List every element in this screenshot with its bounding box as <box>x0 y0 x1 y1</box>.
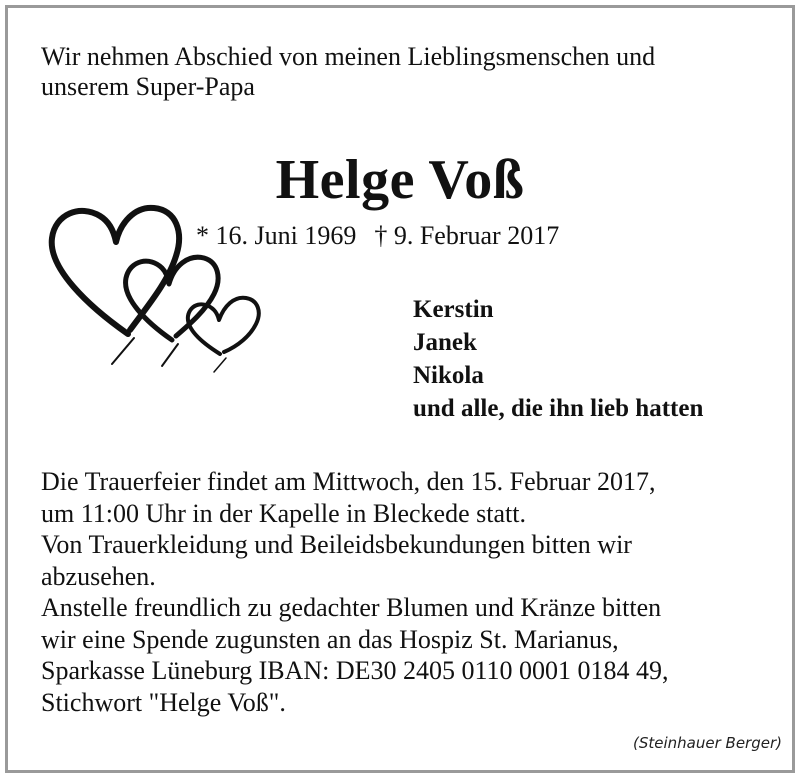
intro-text <box>41 42 761 102</box>
mourner-name: und alle, die ihn lieb hatten <box>413 395 704 422</box>
details-line: Die Trauerfeier findet am Mittwoch, den 15. Februar 2017, <box>41 467 656 496</box>
details-line: wir eine Spende zugunsten an das Hospiz St. Marianus, <box>41 624 619 654</box>
details-line: um 11:00 Uhr in der Kapelle in Bleckede statt. <box>41 498 526 528</box>
mourner-name: Nikola <box>413 362 484 389</box>
details-line: Von Trauerkleidung und Beileidsbekundungen bitten wir <box>41 530 632 559</box>
mourner-name: Janek <box>413 329 477 356</box>
birth-date: * 16. Juni 1969 <box>196 221 357 250</box>
mourners-list <box>413 293 703 425</box>
mourner-name: Kerstin <box>413 296 494 323</box>
death-date: † 9. Februar 2017 <box>374 221 560 250</box>
stonemason-signature: (Steinhauer Berger) <box>633 734 782 752</box>
funeral-details <box>41 466 761 718</box>
details-line: Stichwort "Helge Voß". <box>41 687 286 717</box>
details-line: Anstelle freundlich zu gedachter Blumen und Kränze bitten <box>41 593 662 622</box>
life-dates <box>196 220 559 252</box>
details-line: Sparkasse Lüneburg IBAN: DE30 2405 0110 0001 0184 49, <box>41 656 669 685</box>
deceased-name: Helge Voß <box>275 149 525 211</box>
details-line: abzusehen. <box>41 561 156 591</box>
intro-line-1: Wir nehmen Abschied von meinen Lieblingsmenschen und <box>41 42 656 71</box>
intro-line-2: unserem Super-Papa <box>41 72 255 101</box>
